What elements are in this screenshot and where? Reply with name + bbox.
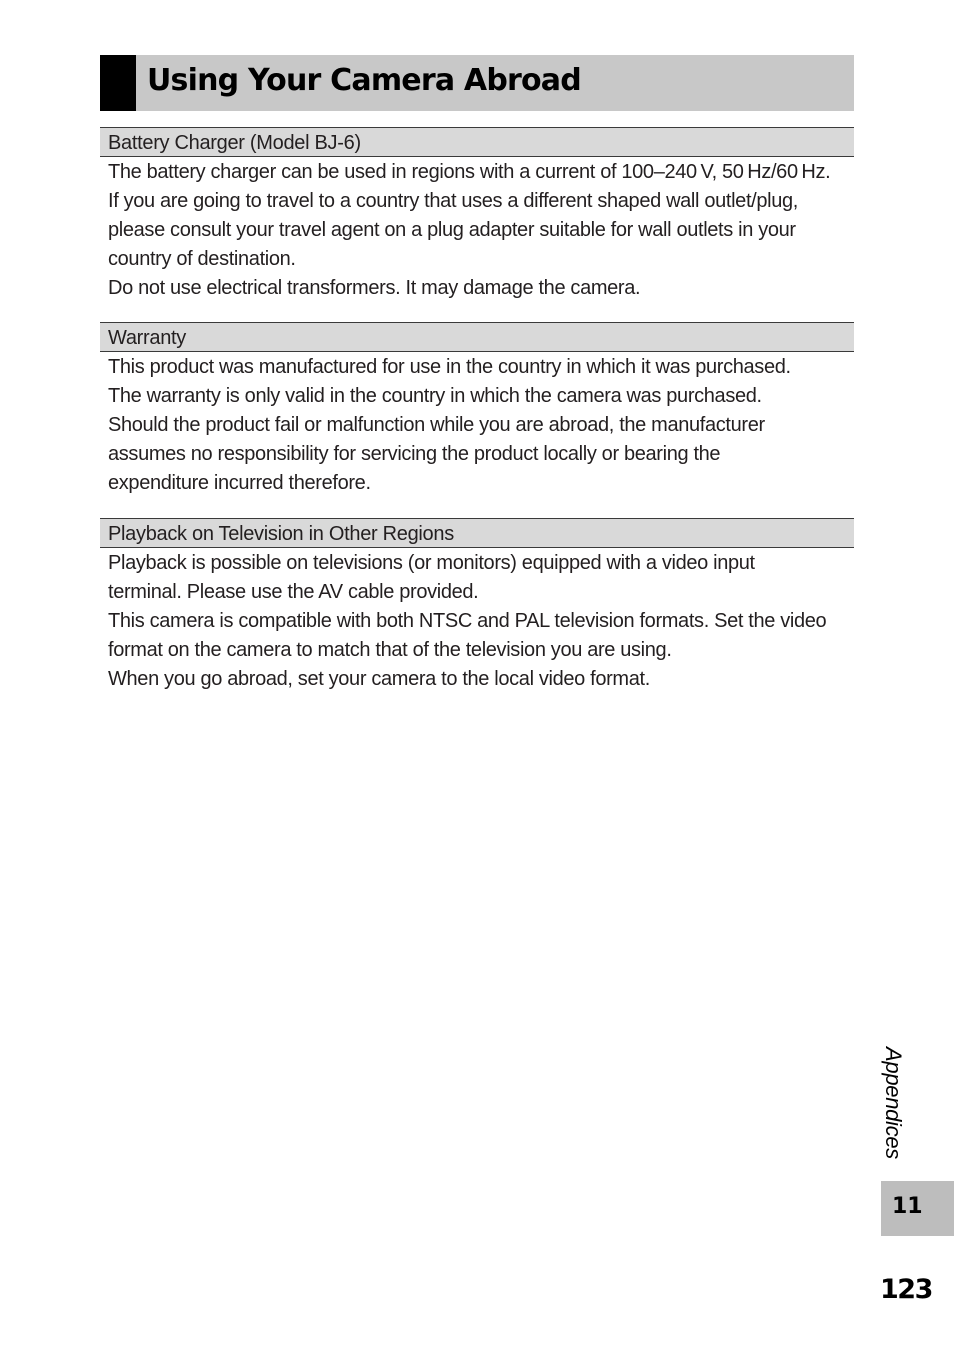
body-line: This product was manufactured for use in the country in which it was purchased. — [108, 356, 791, 378]
chapter-side-label-text: Appendices — [881, 1046, 906, 1159]
body-line: please consult your travel agent on a plug adapter suitable for wall outlets in your — [108, 219, 796, 241]
body-line: Playback is possible on televisions (or monitors) equipped with a video input — [108, 552, 755, 574]
body-line: This camera is compatible with both NTSC and PAL television formats. Set the video — [108, 610, 827, 632]
section-heading: Playback on Television in Other Regions — [100, 518, 854, 548]
body-line: The warranty is only valid in the country in which the camera was purchased. — [108, 385, 762, 407]
chapter-side-label — [878, 1040, 908, 1165]
body-line: assumes no responsibility for servicing the product locally or bearing the — [108, 443, 721, 465]
body-line: expenditure incurred therefore. — [108, 472, 371, 494]
section-battery-charger — [100, 127, 854, 303]
body-line: format on the camera to match that of the television you are using. — [108, 639, 672, 661]
section-warranty — [100, 322, 854, 498]
body-line: country of destination. — [108, 248, 296, 270]
body-line: The battery charger can be used in regions with a current of 100–240 V, 50 Hz/60 Hz. — [108, 161, 831, 183]
body-line: terminal. Please use the AV cable provided. — [108, 581, 479, 603]
page-title: Using Your Camera Abroad — [147, 63, 581, 98]
title-bar — [100, 55, 854, 111]
body-line: Do not use electrical transformers. It may damage the camera. — [108, 277, 641, 299]
chapter-tab — [881, 1181, 954, 1236]
body-line: Should the product fail or malfunction while you are abroad, the manufacturer — [108, 414, 765, 436]
body-line: When you go abroad, set your camera to the local video format. — [108, 668, 650, 690]
title-marker — [100, 55, 136, 111]
section-heading: Warranty — [100, 322, 854, 352]
section-body — [100, 549, 854, 694]
section-body — [100, 158, 854, 303]
section-playback-television — [100, 518, 854, 694]
body-line: If you are going to travel to a country that uses a different shaped wall outlet/plug, — [108, 190, 798, 212]
section-heading: Battery Charger (Model BJ-6) — [100, 127, 854, 157]
page-number: 123 — [880, 1274, 932, 1305]
chapter-number: 11 — [892, 1194, 923, 1219]
section-body — [100, 353, 854, 498]
